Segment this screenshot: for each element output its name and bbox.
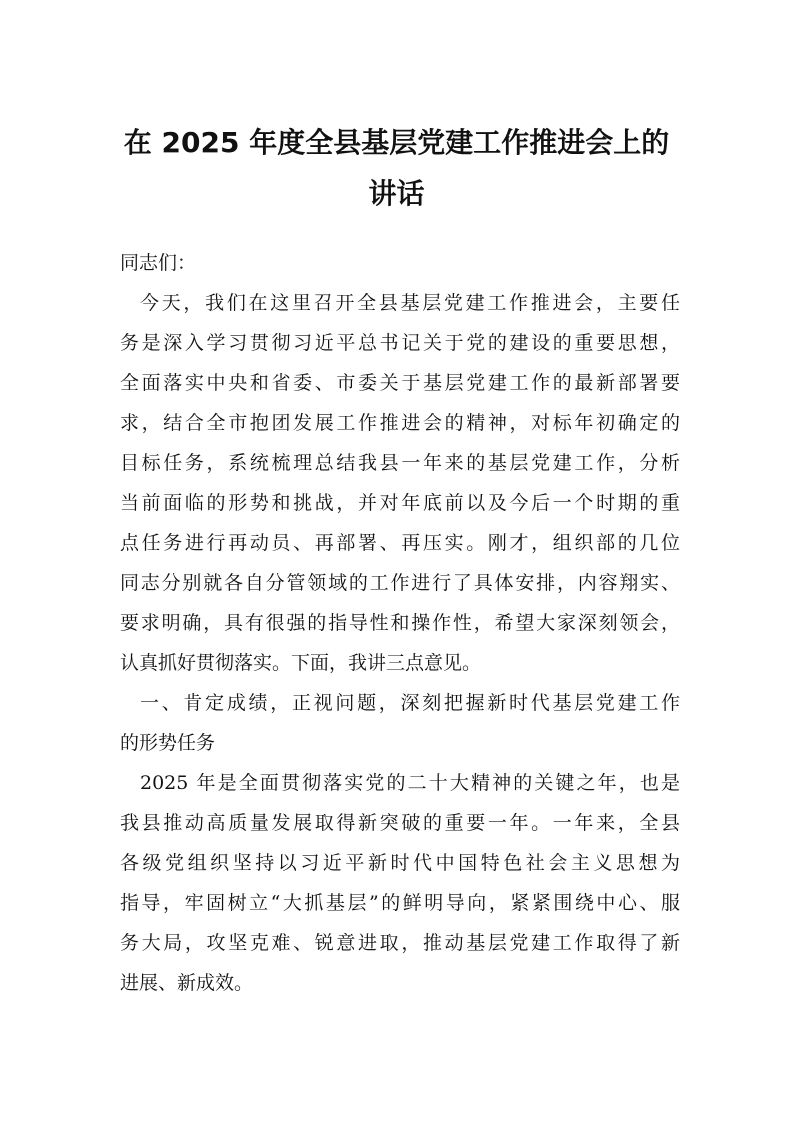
body-text-line: 今天，我们在这里召开全县基层党建工作推进会，主要任 <box>140 292 680 314</box>
body-text-line: 点任务进行再动员、再部署、再压实。刚才，组织部的几位 <box>120 532 680 554</box>
body-text-line: 的形势任务 <box>120 732 216 754</box>
body-text-line: 全面落实中央和省委、市委关于基层党建工作的最新部署要 <box>120 372 680 394</box>
body-text-line: 进展、新成效。 <box>120 972 254 994</box>
body-text-line: 2025 年是全面贯彻落实党的二十大精神的关键之年，也是 <box>140 772 680 794</box>
body-text-line: 各级党组织坚持以习近平新时代中国特色社会主义思想为 <box>120 852 680 874</box>
body-text-line: 同志分别就各自分管领域的工作进行了具体安排，内容翔实、 <box>120 572 680 594</box>
body-text-line: 要求明确，具有很强的指导性和操作性，希望大家深刻领会， <box>120 612 680 634</box>
body-text-line: 务大局，攻坚克难、锐意进取，推动基层党建工作取得了新 <box>120 932 680 954</box>
document-title-line-1: 在 2025 年度全县基层党建工作推进会上的 <box>123 126 670 159</box>
document-title-line-2: 讲话 <box>368 177 425 210</box>
body-text-line: 指导，牢固树立“大抓基层”的鲜明导向，紧紧围绕中心、服 <box>120 892 680 914</box>
body-text-line: 务是深入学习贯彻习近平总书记关于党的建设的重要思想， <box>120 332 680 354</box>
body-text-line: 同志们： <box>120 252 197 274</box>
body-text-line: 一、肯定成绩，正视问题，深刻把握新时代基层党建工作 <box>140 692 680 714</box>
body-text-line: 当前面临的形势和挑战，并对年底前以及今后一个时期的重 <box>120 492 680 514</box>
body-text-line: 目标任务，系统梳理总结我县一年来的基层党建工作，分析 <box>120 452 680 474</box>
body-text-line: 认真抓好贯彻落实。下面，我讲三点意见。 <box>120 652 482 674</box>
body-text-line: 求，结合全市抱团发展工作推进会的精神，对标年初确定的 <box>120 412 680 434</box>
body-text-line: 我县推动高质量发展取得新突破的重要一年。一年来，全县 <box>120 812 680 834</box>
